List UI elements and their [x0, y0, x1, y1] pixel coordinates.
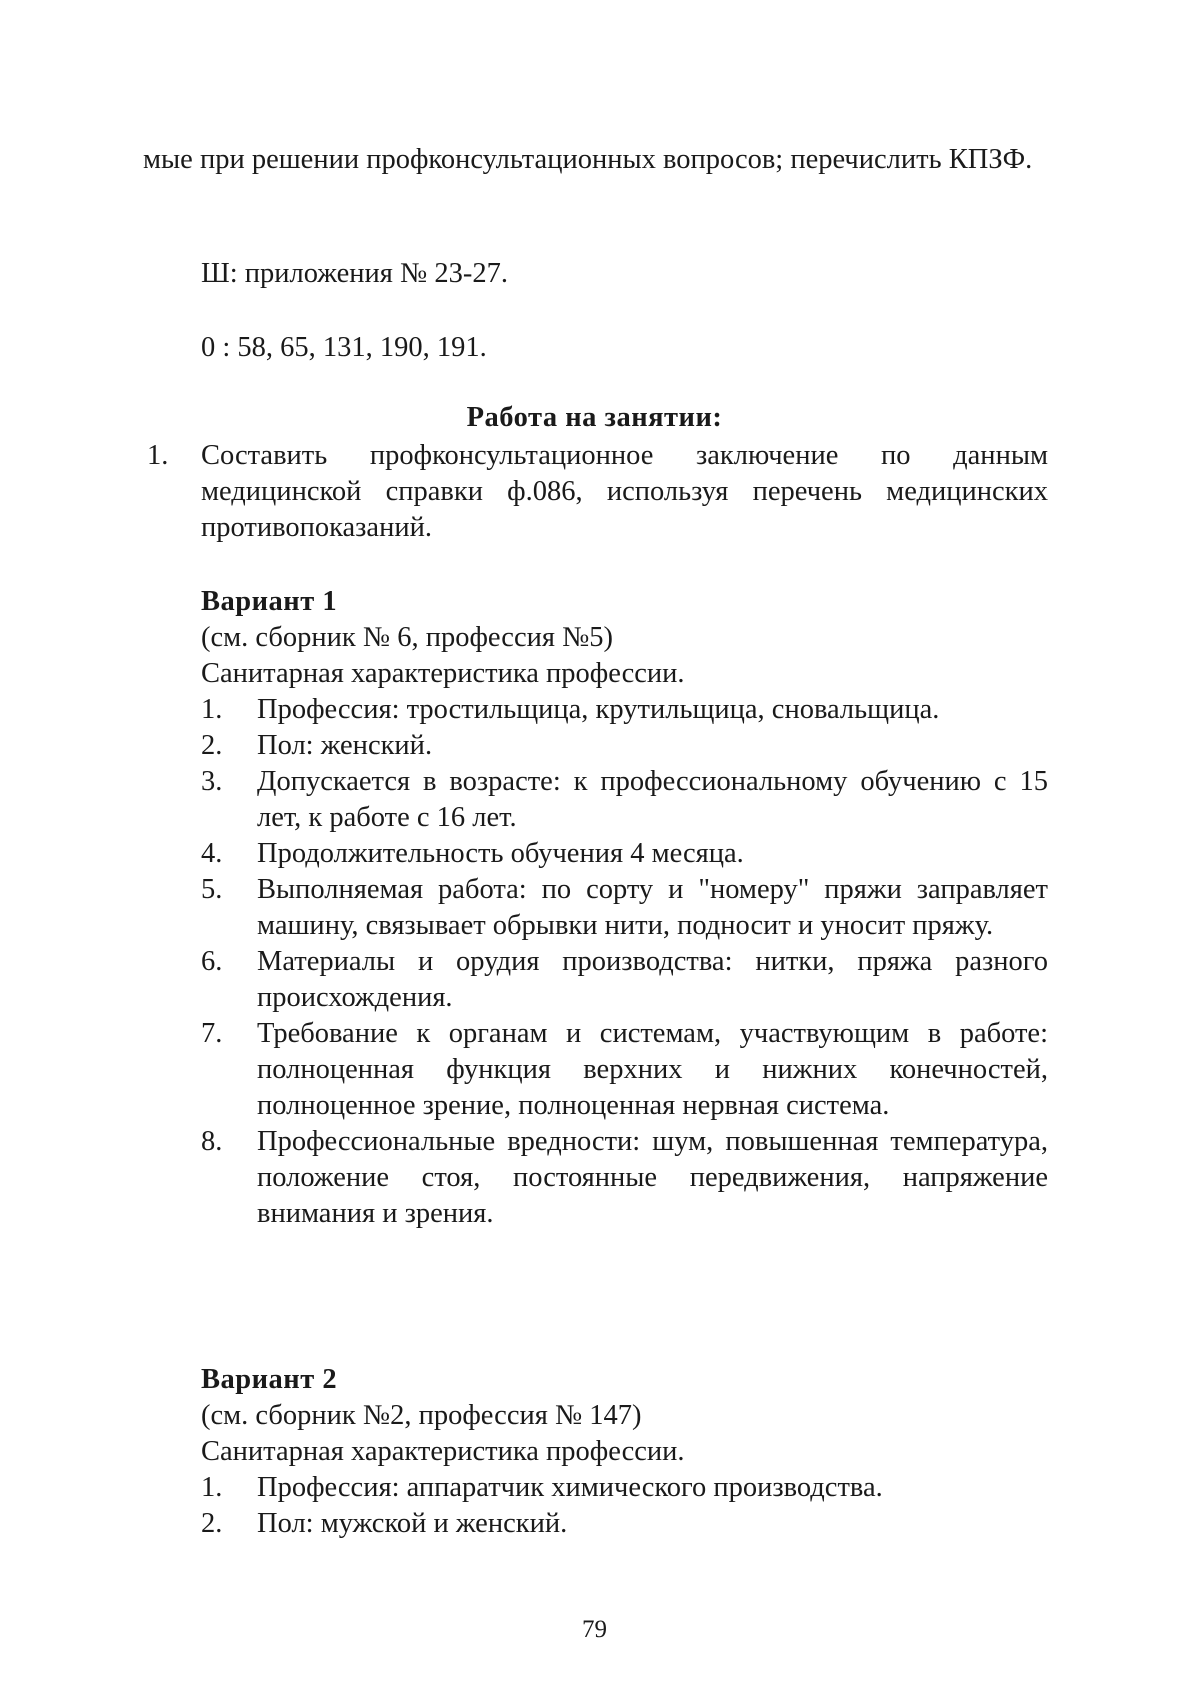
- list-item: [201, 764, 1048, 836]
- item-text: Продолжительность обучения 4 месяца.: [257, 838, 744, 869]
- variant-block: [201, 1362, 1048, 1542]
- task-item: [143, 438, 1048, 546]
- characteristics-list: [201, 1470, 1048, 1542]
- characteristics-list: [201, 692, 1048, 1232]
- list-item: [201, 692, 1048, 728]
- item-text: Профессиональные вредности: шум, повышенная температура, положение стоя, постоянные передвижения, напряжение внимания и зрения.: [257, 1126, 1048, 1229]
- item-number: 2.: [201, 730, 223, 761]
- item-text: Пол: мужской и женский.: [257, 1508, 568, 1539]
- list-item: [201, 1470, 1048, 1506]
- list-item: [201, 1506, 1048, 1542]
- variant-block: [201, 584, 1048, 1232]
- item-number: 1.: [201, 1472, 223, 1503]
- variant-title: Вариант 1: [201, 586, 338, 617]
- item-number: 6.: [201, 946, 223, 977]
- task-number: 1.: [147, 440, 169, 471]
- item-number: 4.: [201, 838, 223, 869]
- item-number: 2.: [201, 1508, 223, 1539]
- list-item: [201, 1124, 1048, 1232]
- literature-reference: 0 : 58, 65, 131, 190, 191.: [201, 332, 487, 363]
- section-heading: Работа на занятии:: [466, 402, 723, 433]
- item-text: Профессия: аппаратчик химического производства.: [257, 1472, 883, 1503]
- variant-subtitle: Санитарная характеристика профессии.: [201, 1436, 685, 1467]
- list-item: [201, 872, 1048, 944]
- item-text: Материалы и орудия производства: нитки, пряжа разного происхождения.: [257, 946, 1048, 1013]
- list-item: [201, 836, 1048, 872]
- variant-title: Вариант 2: [201, 1364, 338, 1395]
- intro-paragraph: мые при решении профконсультационных вопросов; перечислить КПЗФ.: [143, 144, 1033, 175]
- item-text: Допускается в возрасте: к профессиональному обучению с 15 лет, к работе с 16 лет.: [257, 766, 1048, 833]
- item-number: 8.: [201, 1126, 223, 1157]
- item-number: 5.: [201, 874, 223, 905]
- task-text: Составить профконсультационное заключение по данным медицинской справки ф.086, используя перечень медицинских противопоказаний.: [201, 440, 1048, 543]
- variant-source: (см. сборник №2, профессия № 147): [201, 1400, 642, 1431]
- item-text: Пол: женский.: [257, 730, 433, 761]
- list-item: [201, 944, 1048, 1016]
- variant-subtitle: Санитарная характеристика профессии.: [201, 658, 685, 689]
- item-text: Выполняемая работа: по сорту и "номеру" пряжи заправляет машину, связывает обрывки нити, подносит и уносит пряжу.: [257, 874, 1048, 941]
- supplement-reference: Ш: приложения № 23-27.: [201, 258, 508, 289]
- page-number: 79: [582, 1616, 607, 1643]
- item-number: 1.: [201, 694, 223, 725]
- list-item: [201, 728, 1048, 764]
- item-text: Профессия: тростильщица, крутильщица, сновальщица.: [257, 694, 940, 725]
- item-text: Требование к органам и системам, участвующим в работе: полноценная функция верхних и нижних конечностей, полноценное зрение, полноценная нервная система.: [257, 1018, 1048, 1121]
- variant-source: (см. сборник № 6, профессия №5): [201, 622, 614, 653]
- item-number: 7.: [201, 1018, 223, 1049]
- list-item: [201, 1016, 1048, 1124]
- item-number: 3.: [201, 766, 223, 797]
